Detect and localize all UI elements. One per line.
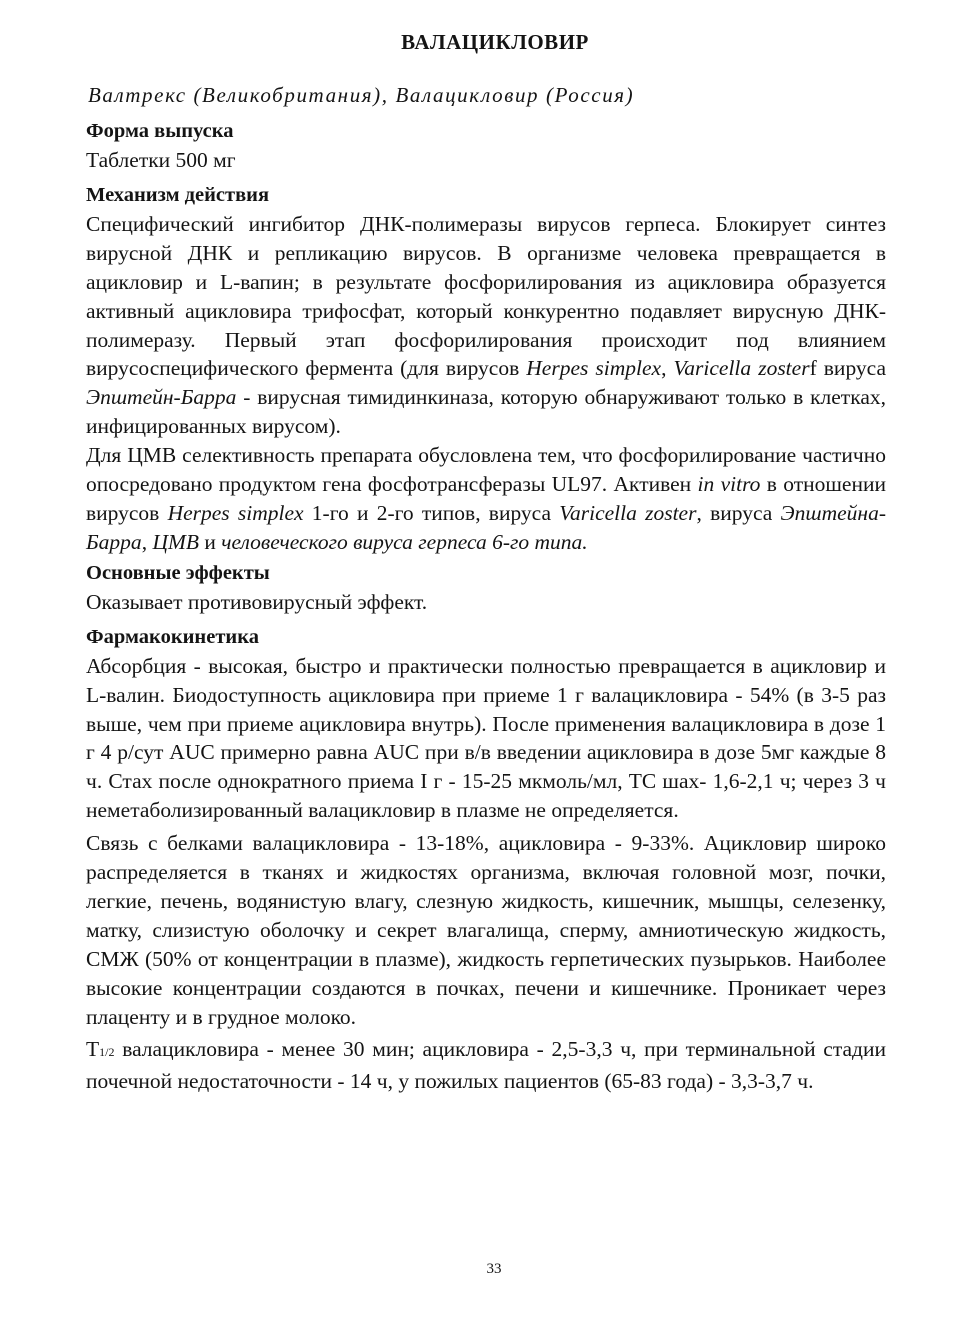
section-heading: Форма выпуска <box>86 120 234 142</box>
paragraph <box>86 441 886 557</box>
paragraph <box>86 1035 886 1096</box>
text-run: валацикловира - менее 30 мин; ацикловира - 2,5-3,3 ч, при терминальной стадии почечной недостаточности - 14 ч, у пожилых пациентов (65-83 года) - 3,3-3,7 ч. <box>86 1037 886 1094</box>
section-heading: Механизм действия <box>86 183 270 206</box>
document-title: ВАЛАЦИКЛОВИР <box>401 30 589 54</box>
latin-term: in vitro <box>697 472 761 497</box>
latin-term: Herpes simplex <box>167 500 304 525</box>
section-pharmacokinetics <box>86 623 886 1097</box>
latin-term: Varicella zoster <box>673 356 810 381</box>
text-run: Специфический ингибитор ДНК-полимеразы вирусов герпеса. Блокирует синтез вирусной ДНК и репликацию вирусов. В организме человека превращается в ацикловир и L-вапин; в результате фосфорилирования из ацикловира образуется активный ацикловира трифосфат, который конкурентно подавляет вирусную ДНК-полимеразу. Первый этап фосфорилирования происходит под влиянием вирусоспецифического фермента (для вирусов <box>86 211 886 381</box>
text-run: 1-го и 2-го типов, вируса <box>303 500 560 525</box>
text-run: в отношении вирусов <box>86 472 886 525</box>
latin-term: Varicella zoster <box>559 500 697 525</box>
text-run: f вируса <box>809 356 887 381</box>
text-run: , <box>141 529 153 554</box>
text-run: - вирусная тимидинкиназа, которую обнаруживают только в клетках, инфицированных вирусом). <box>86 385 886 439</box>
section-text: Таблетки 500 мг <box>86 148 236 172</box>
half-life-subscript: 1/2 <box>99 1045 115 1060</box>
section-text: Оказывает противовирусный эффект. <box>86 589 428 614</box>
paragraph: Связь с белками валацикловира - 13-18%, ацикловира - 9-33%. Ацикловир широко распределяется в тканях и жидкостях организма, включая головной мозг, почки, легкие, печень, водянистую влагу, слезную жидкость, кишечник, мышцы, селезенку, матку, слизистую оболочку и секрет влагалища, сперму, амниотическую жидкость, СМЖ (50% от концентрации в плазме), жидкость герпетических пузырьков. Наиболее высокие концентрации создаются в почках, печени и кишечнике. Проникает через плаценту и в грудное молоко. <box>86 831 886 1029</box>
section-heading: Фармакокинетика <box>86 625 259 648</box>
section-mechanism <box>86 181 886 557</box>
italic-term: человеческого вируса герпеса 6-го типа. <box>221 529 588 554</box>
text-run: Для ЦМВ селективность препарата обусловлена тем, что фосфорилирование частично опосредовано продуктом гена фосфотрансферазы UL97. Активен <box>86 443 886 497</box>
document-page <box>86 30 886 1096</box>
section-release-form <box>86 117 886 175</box>
paragraph: Абсорбция - высокая, быстро и практически полностью превращается в ацикловир и L-валин. Биодоступность ацикловира при приеме 1 г валацикловира - 54% (в 3-5 раз выше, чем при приеме ацикловира внутрь). После применения валацикловира в дозе 1 г 4 р/сут AUC примерно равна AUC при в/в введении ацикловира в дозе 5мг каждые 8 ч. Стах после однократного приема I г - 15-25 мкмоль/мл, TC шах- 1,6-2,1 ч; через 3 ч неметаболизированный валацикловир в плазме не определяется. <box>86 653 886 823</box>
italic-term: ЦМВ <box>152 529 200 554</box>
text-run: , <box>661 356 674 381</box>
page-number: 33 <box>486 1261 502 1277</box>
section-heading: Основные эффекты <box>86 561 270 584</box>
section-main-effects <box>86 559 886 617</box>
text-run: и <box>199 529 222 554</box>
italic-term: Эпштейна-Барра <box>86 500 886 554</box>
latin-term: Herpes simplex <box>526 356 662 381</box>
brand-names: Валтрекс (Великобритания), Валацикловир (Россия) <box>88 83 635 107</box>
text-run: , вируса <box>696 500 781 525</box>
half-life-symbol: Т <box>86 1037 100 1062</box>
paragraph <box>86 210 886 441</box>
italic-term: Эпштейн-Барра <box>86 385 237 410</box>
